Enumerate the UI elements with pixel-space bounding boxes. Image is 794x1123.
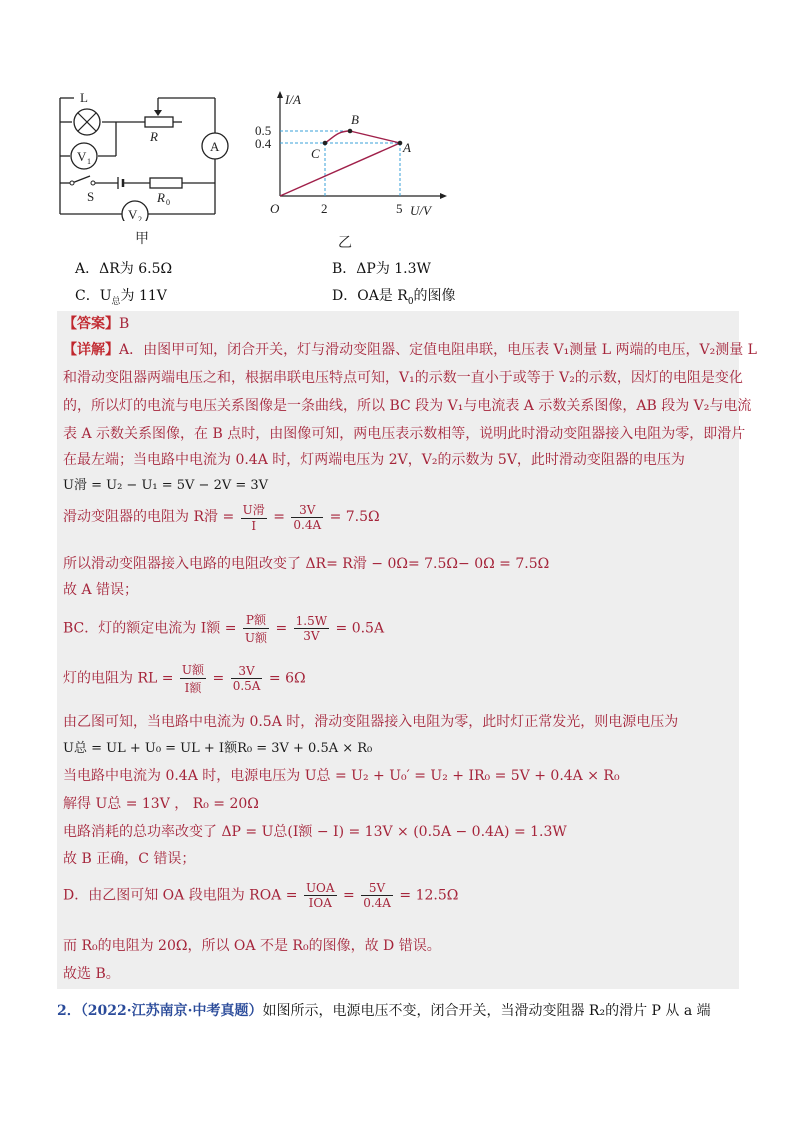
figure-area (50, 86, 450, 251)
graph-point-a-label: A (403, 140, 411, 155)
solution-line-5: 在最左端；当电路中电流为 0.4A 时，灯两端电压为 2V，V₂的示数为 5V，此时滑动变阻器的电压为 (63, 452, 685, 468)
l7-den2: 0.4A (293, 517, 322, 532)
solution-line-2: 和滑动变阻器两端电压之和，根据串联电压特点可知，V₁的示数一直小于或等于 V₂的示数，因灯的电阻是变化 (63, 370, 743, 386)
lamp-symbol (74, 109, 100, 135)
l18-num2: 5V (361, 881, 393, 896)
solution-line-14: 当电路中电流为 0.4A 时，电源电压为 U总 = U₂ + U₀′ = U₂ + IR₀ = 5V + 0.4A × R₀ (63, 768, 620, 784)
question-source: （2022·江苏南京·中考真题） (80, 1003, 263, 1019)
iu-graph (255, 86, 455, 231)
graph-x-tick-5: 5 (396, 201, 403, 216)
option-c-sub: 总 (111, 296, 121, 307)
l10-pre: BC．灯的额定电流为 I额 = (63, 620, 237, 637)
l10-res: = 0.5A (335, 620, 385, 637)
label-v1: V (77, 149, 87, 164)
solution-line-12: 由乙图可知，当电路中电流为 0.5A 时，滑动变阻器接入电阻为零，此时灯正常发光，则电源电压为 (63, 714, 679, 730)
point-a (398, 141, 403, 146)
l11-res: = 6Ω (268, 670, 306, 687)
point-b (348, 129, 353, 134)
l18-pre: D．由乙图可知 OA 段电阻为 ROA = (63, 887, 298, 904)
option-c-text: C．U (75, 288, 112, 304)
l10-frac-1 (243, 611, 269, 646)
l11-num: U额 (181, 663, 205, 677)
solution-line-16: 电路消耗的总功率改变了 ΔP = U总(I额 − I) = 13V × (0.5A − 0.4A) = 1.3W (63, 824, 567, 840)
solution-block (57, 311, 757, 989)
graph-y-tick-04: 0.4 (255, 136, 272, 151)
label-v2: V (128, 207, 138, 221)
graph-y-label: I/A (285, 92, 301, 107)
solution-line-4: 表 A 示数关系图像，在 B 点时，由图像可知，两电压表示数相等，说明此时滑动变阻器接入电阻为零，即滑片 (63, 426, 746, 442)
label-switch: S (87, 189, 95, 204)
option-c-tail: 为 11V (120, 288, 167, 304)
label-rheostat: R (150, 129, 158, 144)
solution-line-6: U滑 = U₂ − U₁ = 5V − 2V = 3V (63, 478, 269, 493)
label-ammeter: A (210, 139, 220, 154)
l11-num2: 3V (231, 664, 263, 679)
solution-line-15: 解得 U总 = 13V ， R₀ = 20Ω (63, 796, 259, 812)
detail-tag: 【详解】 (63, 342, 119, 358)
solution-line-7 (63, 501, 380, 533)
l7-eq: = (273, 509, 285, 525)
l7-num2: 3V (291, 503, 323, 518)
solution-line-1-text: A．由图甲可知，闭合开关，灯与滑动变阻器、定值电阻串联，电压表 V₁测量 L 两端的电压，V₂测量 L (119, 342, 757, 358)
solution-line-8: 所以滑动变阻器接入电路的电阻改变了 ΔR= R滑 − 0Ω= 7.5Ω− 0Ω = 7.5Ω (63, 556, 550, 572)
l11-den: I额 (184, 681, 202, 695)
l18-num: UOA (305, 881, 335, 895)
solution-line-3: 的，所以灯的电流与电压关系图像是一条曲线，所以 BC 段为 V₁与电流表 A 示数关系图像，AB 段为 V₂与电流 (63, 398, 752, 414)
l7-pre: 滑动变阻器的电阻为 R滑 = (63, 509, 235, 525)
label-r0: R (157, 190, 165, 205)
solution-line-13: U总 = UL + U₀ = UL + I额R₀ = 3V + 0.5A × R₀ (63, 741, 373, 756)
circuit-caption: 甲 (135, 231, 149, 247)
solution-line-1 (63, 339, 757, 359)
label-r0-sub: 0 (166, 198, 170, 207)
question-number: 2． (57, 1003, 81, 1019)
graph-point-c-label: C (311, 146, 320, 161)
option-d-sub: 0 (407, 296, 414, 307)
l18-den: IOA (308, 896, 332, 910)
graph-x-tick-2: 2 (321, 201, 328, 216)
l10-num2: 1.5W (295, 614, 328, 628)
graph-point-b-label: B (351, 112, 359, 127)
graph-x-label: U/V (410, 203, 431, 218)
option-b: B．ΔP为 1.3W (332, 261, 431, 277)
l11-frac-1 (180, 661, 206, 696)
l18-eq: = (343, 887, 355, 904)
l7-num: U滑 (242, 503, 265, 517)
graph-caption: 乙 (338, 235, 352, 251)
l7-res: = 7.5Ω (329, 509, 380, 525)
l10-num: P额 (243, 611, 269, 629)
answer-value: B (119, 316, 130, 332)
l7-den: I (251, 519, 257, 533)
point-c (323, 141, 328, 146)
next-question (57, 1000, 711, 1020)
solution-line-9: 故 A 错误； (63, 582, 139, 598)
label-v2-sub: 2 (138, 215, 142, 221)
answer-tag: 【答案】 (63, 316, 119, 332)
l18-den2: 0.4A (363, 896, 391, 910)
l11-frac-2 (231, 664, 263, 693)
label-lamp: L (80, 90, 88, 105)
solution-line-20: 故选 B。 (63, 966, 120, 982)
question-text: 如图所示，电源电压不变，闭合开关，当滑动变阻器 R₂的滑片 P 从 a 端 (262, 1003, 711, 1019)
option-d (332, 285, 456, 307)
option-d-text: D．OA是 R (332, 288, 408, 304)
l18-res: = 12.5Ω (399, 887, 459, 904)
l10-frac-2 (294, 614, 329, 643)
l7-frac-2 (291, 503, 323, 532)
solution-line-11 (63, 661, 306, 696)
l11-pre: 灯的电阻为 RL = (63, 670, 174, 687)
l11-eq: = (212, 670, 225, 687)
graph-origin: O (270, 201, 280, 216)
graph-y-tick-05: 0.5 (255, 123, 272, 138)
solution-line-19: 而 R₀的电阻为 20Ω，所以 OA 不是 R₀的图像，故 D 错误。 (63, 938, 441, 954)
l18-frac-2 (361, 881, 393, 910)
l10-eq: = (275, 620, 288, 637)
l10-den: U额 (244, 631, 267, 645)
l11-den2: 0.5A (232, 679, 261, 693)
l10-den2: 3V (303, 629, 320, 643)
option-d-tail: 的图像 (413, 288, 456, 304)
label-v1-sub: 1 (87, 157, 91, 166)
option-c (75, 285, 167, 307)
solution-line-18 (63, 881, 458, 910)
answer-line (63, 313, 129, 333)
option-a: A．ΔR为 6.5Ω (75, 261, 173, 277)
circuit-diagram (50, 86, 240, 221)
l7-frac-1 (241, 501, 267, 533)
l18-frac-1 (304, 881, 337, 910)
solution-line-17: 故 B 正确，C 错误； (63, 851, 196, 867)
solution-line-10 (63, 611, 384, 646)
